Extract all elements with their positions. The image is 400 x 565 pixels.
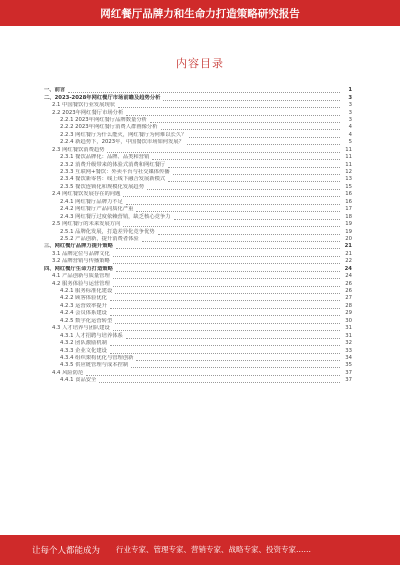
toc-entry-label: 4.3 人才培养与团队建设 [52, 325, 110, 332]
toc-leader-dots [163, 99, 340, 101]
toc-page-number: 19 [345, 228, 352, 235]
toc-page-number: 37 [345, 369, 352, 376]
toc-entry-label: 4.3.1 人才招聘与培养体系 [60, 332, 123, 339]
toc-entry[interactable] [44, 295, 352, 302]
toc-page-number: 37 [345, 377, 352, 384]
toc-leader-dots [86, 374, 340, 376]
toc-entry[interactable] [44, 199, 352, 206]
toc-page-number: 11 [345, 161, 352, 168]
toc-leader-dots [113, 329, 340, 331]
report-title: 网红餐厅品牌力和生命力打造策略研究报告 [100, 8, 300, 20]
toc-entry[interactable] [44, 370, 352, 377]
toc-entry-label: 4.4 风险防范 [52, 369, 84, 376]
toc-entry-label: 4.3.2 团队激励机制 [60, 340, 107, 347]
toc-leader-dots [113, 262, 340, 264]
toc-entry[interactable] [44, 154, 352, 161]
toc-page-number: 30 [345, 317, 352, 324]
toc-page-number: 12 [345, 169, 352, 176]
toc-page-number: 11 [345, 146, 352, 153]
toc-leader-dots [147, 188, 340, 190]
toc-leader-dots [123, 195, 340, 197]
toc-entry-label: 2.4.2 网红餐厅产品同质化严重 [60, 206, 134, 213]
toc-page-number: 1 [348, 87, 352, 94]
toc-leader-dots [126, 114, 340, 116]
toc-entry-label: 三、网红餐厅品牌力提升策略 [44, 243, 113, 250]
toc-entry[interactable] [44, 102, 352, 109]
toc-leader-dots [116, 247, 340, 249]
toc-entry[interactable] [44, 213, 352, 220]
toc-leader-dots [115, 322, 340, 324]
toc-leader-dots [113, 285, 340, 287]
toc-page-number: 24 [344, 265, 352, 272]
toc-entry[interactable] [44, 221, 352, 228]
toc-page-number: 18 [345, 213, 352, 220]
toc-entry-label: 4.2.5 数字化运营转型 [60, 317, 113, 324]
toc-leader-dots [189, 136, 340, 138]
toc-leader-dots [158, 233, 340, 235]
toc-page-number: 21 [344, 243, 352, 250]
toc-entry-label: 2.3.1 餐饮品牌化：品牌、品类和营销 [60, 154, 150, 161]
toc-leader-dots [142, 240, 340, 242]
toc-entry-label: 四、网红餐厅生命力打造策略 [44, 265, 113, 272]
toc-entry[interactable] [44, 206, 352, 213]
toc-page-number: 24 [345, 273, 352, 280]
toc-list [44, 87, 352, 385]
toc-title: 内容目录 [176, 57, 224, 70]
toc-leader-dots [131, 366, 340, 368]
toc-entry[interactable] [44, 147, 352, 154]
toc-entry[interactable] [44, 310, 352, 317]
toc-page-number: 28 [345, 302, 352, 309]
toc-page-number: 19 [345, 221, 352, 228]
toc-page-number: 13 [345, 176, 352, 183]
toc-page-number: 31 [345, 332, 352, 339]
toc-leader-dots [168, 166, 340, 168]
toc-page-number: 26 [345, 280, 352, 287]
toc-leader-dots [161, 128, 340, 130]
toc-entry[interactable] [44, 377, 352, 384]
toc-page-number: 11 [345, 154, 352, 161]
toc-entry-label: 2.3.4 餐饮新零售：线上线下融合发展新模式 [60, 176, 166, 183]
toc-entry[interactable] [44, 184, 352, 191]
toc-page-number: 15 [345, 183, 352, 190]
toc-entry[interactable] [44, 176, 352, 183]
toc-leader-dots [126, 337, 340, 339]
toc-entry-label: 2.2.3 网红餐厅为什么能火，网红餐厅为何难以长久？ [60, 131, 187, 138]
toc-leader-dots [110, 307, 340, 309]
toc-entry-label: 4.2.1 服务标准化建设 [60, 288, 113, 295]
toc-entry[interactable] [44, 124, 352, 131]
toc-entry-label: 2.3.3 互联网+餐饮：外卖平台与社交媒体传播 [60, 169, 170, 176]
toc-leader-dots [118, 106, 340, 108]
toc-page-number: 17 [345, 206, 352, 213]
toc-entry[interactable] [44, 117, 352, 124]
toc-page-number: 33 [345, 347, 352, 354]
toc-page-number: 21 [345, 250, 352, 257]
toc-entry-label: 2.2.4 新趋势下，2023年，中国餐饮市场如何发展？ [60, 139, 184, 146]
toc-entry[interactable] [44, 228, 352, 235]
toc-entry-label: 2.1 中国餐饮行业发展现状 [52, 102, 116, 109]
toc-entry[interactable] [44, 362, 352, 369]
toc-entry[interactable] [44, 273, 352, 280]
toc-page-number: 22 [345, 258, 352, 265]
header-banner [0, 0, 400, 26]
toc-entry-label: 4.2.4 会员体系建设 [60, 310, 107, 317]
toc-page-number: 4 [348, 131, 352, 138]
toc-entry[interactable] [44, 303, 352, 310]
toc-entry[interactable] [44, 139, 352, 146]
toc-entry-label: 2.2 2023年网红餐厅市场分析 [52, 109, 124, 116]
toc-page-number: 16 [345, 198, 352, 205]
toc-entry[interactable] [44, 325, 352, 332]
toc-entry-label: 2.4.3 网红餐厅过度依赖营销，缺乏核心竞争力 [60, 213, 171, 220]
footer-slogan: 让每个人都能成为 [32, 546, 101, 556]
toc-leader-dots [173, 173, 340, 175]
toc-entry[interactable] [44, 87, 352, 94]
toc-page-number: 29 [345, 310, 352, 317]
toc-entry[interactable] [44, 109, 352, 116]
toc-entry[interactable] [44, 94, 352, 101]
toc-page-number: 32 [345, 340, 352, 347]
toc-entry-label: 2.2.1 2023年网红餐厅品牌数量分析 [60, 116, 147, 123]
toc-leader-dots [136, 359, 340, 361]
toc-entry-label: 3.1 品牌定位与品牌文化 [52, 250, 110, 257]
toc-leader-dots [123, 225, 340, 227]
toc-entry-label: 2.3.2 消费升级带来的体验式消费和网红餐厅 [60, 161, 166, 168]
toc-entry[interactable] [44, 318, 352, 325]
toc-entry-label: 4.3.4 组织架构优化与管理创新 [60, 354, 134, 361]
toc-entry[interactable] [44, 266, 352, 273]
toc-page-number: 27 [345, 295, 352, 302]
toc-page-number: 5 [348, 139, 352, 146]
toc-entry[interactable] [44, 355, 352, 362]
toc-page-number: 34 [345, 354, 352, 361]
toc-page-number: 35 [345, 362, 352, 369]
toc-entry[interactable] [44, 251, 352, 258]
toc-entry[interactable] [44, 191, 352, 198]
toc-leader-dots [174, 218, 340, 220]
toc-entry[interactable] [44, 161, 352, 168]
toc-leader-dots [168, 180, 340, 182]
toc-entry-label: 2.3.5 餐饮连锁化和规模化发展趋势 [60, 183, 145, 190]
toc-page-number: 31 [345, 325, 352, 332]
toc-entry[interactable] [44, 132, 352, 139]
toc-entry-label: 4.2 服务体验与运营管理 [52, 280, 110, 287]
toc-entry[interactable] [44, 236, 352, 243]
toc-entry-label: 二、2023-2028年网红餐厅市场前瞻及趋势分析 [44, 94, 161, 101]
toc-leader-dots [113, 277, 340, 279]
toc-entry-label: 一、前言 [44, 87, 66, 94]
toc-leader-dots [187, 143, 340, 145]
toc-entry-label: 2.4 网红餐饮发展存在的问题 [52, 191, 121, 198]
toc-leader-dots [136, 210, 340, 212]
toc-leader-dots [110, 299, 340, 301]
toc-leader-dots [115, 292, 340, 294]
toc-leader-dots [152, 158, 340, 160]
footer-tagline: 行业专家、管理专家、营销专家、战略专家、投资专家…… [116, 545, 311, 554]
toc-entry-label: 2.2.2 2023年网红餐厅消费人群画像分析 [60, 124, 158, 131]
toc-entry-label: 2.5 网红餐厅的未来发展方向 [52, 221, 121, 228]
toc-leader-dots [110, 344, 340, 346]
toc-leader-dots [126, 203, 340, 205]
toc-entry-label: 3.2 品牌营销与传播策略 [52, 258, 110, 265]
toc-entry[interactable] [44, 332, 352, 339]
toc-entry-label: 4.3.3 企业文化建设 [60, 347, 107, 354]
toc-entry[interactable] [44, 347, 352, 354]
toc-entry[interactable] [44, 340, 352, 347]
toc-page-number: 3 [348, 102, 352, 109]
toc-entry-label: 2.4.1 网红餐厅品牌力不足 [60, 198, 123, 205]
toc-page-number: 3 [348, 116, 352, 123]
toc-leader-dots [107, 151, 340, 153]
toc-entry-label: 4.2.2 顾客体验优化 [60, 295, 107, 302]
toc-entry[interactable] [44, 258, 352, 265]
toc-entry-label: 4.1 产品创新与质量管理 [52, 273, 110, 280]
toc-leader-dots [110, 352, 340, 354]
footer-banner [0, 535, 400, 565]
toc-entry-label: 2.5.1 品牌化发展，打造差异化竞争优势 [60, 228, 155, 235]
toc-page-number: 26 [345, 288, 352, 295]
toc-page-number: 3 [348, 109, 352, 116]
toc-entry[interactable] [44, 169, 352, 176]
toc-entry-label: 4.4.1 食品安全 [60, 377, 97, 384]
toc-leader-dots [150, 121, 340, 123]
toc-entry-label: 2.3 网红餐饮消费趋势 [52, 146, 105, 153]
toc-leader-dots [113, 255, 340, 257]
toc-entry-label: 2.5.2 产品创新，提升消费者体验 [60, 235, 139, 242]
toc-leader-dots [110, 314, 340, 316]
toc-leader-dots [68, 91, 340, 93]
toc-entry-label: 4.3.5 供应链管理与成本控制 [60, 362, 129, 369]
toc-entry[interactable] [44, 280, 352, 287]
toc-leader-dots [99, 381, 340, 383]
toc-leader-dots [116, 270, 340, 272]
toc-entry[interactable] [44, 288, 352, 295]
toc-page-number: 16 [345, 191, 352, 198]
toc-page-number: 20 [345, 235, 352, 242]
toc-entry-label: 4.2.3 运营效率提升 [60, 302, 107, 309]
toc-page-number: 3 [348, 94, 352, 101]
toc-page-number: 4 [348, 124, 352, 131]
toc-entry[interactable] [44, 243, 352, 250]
